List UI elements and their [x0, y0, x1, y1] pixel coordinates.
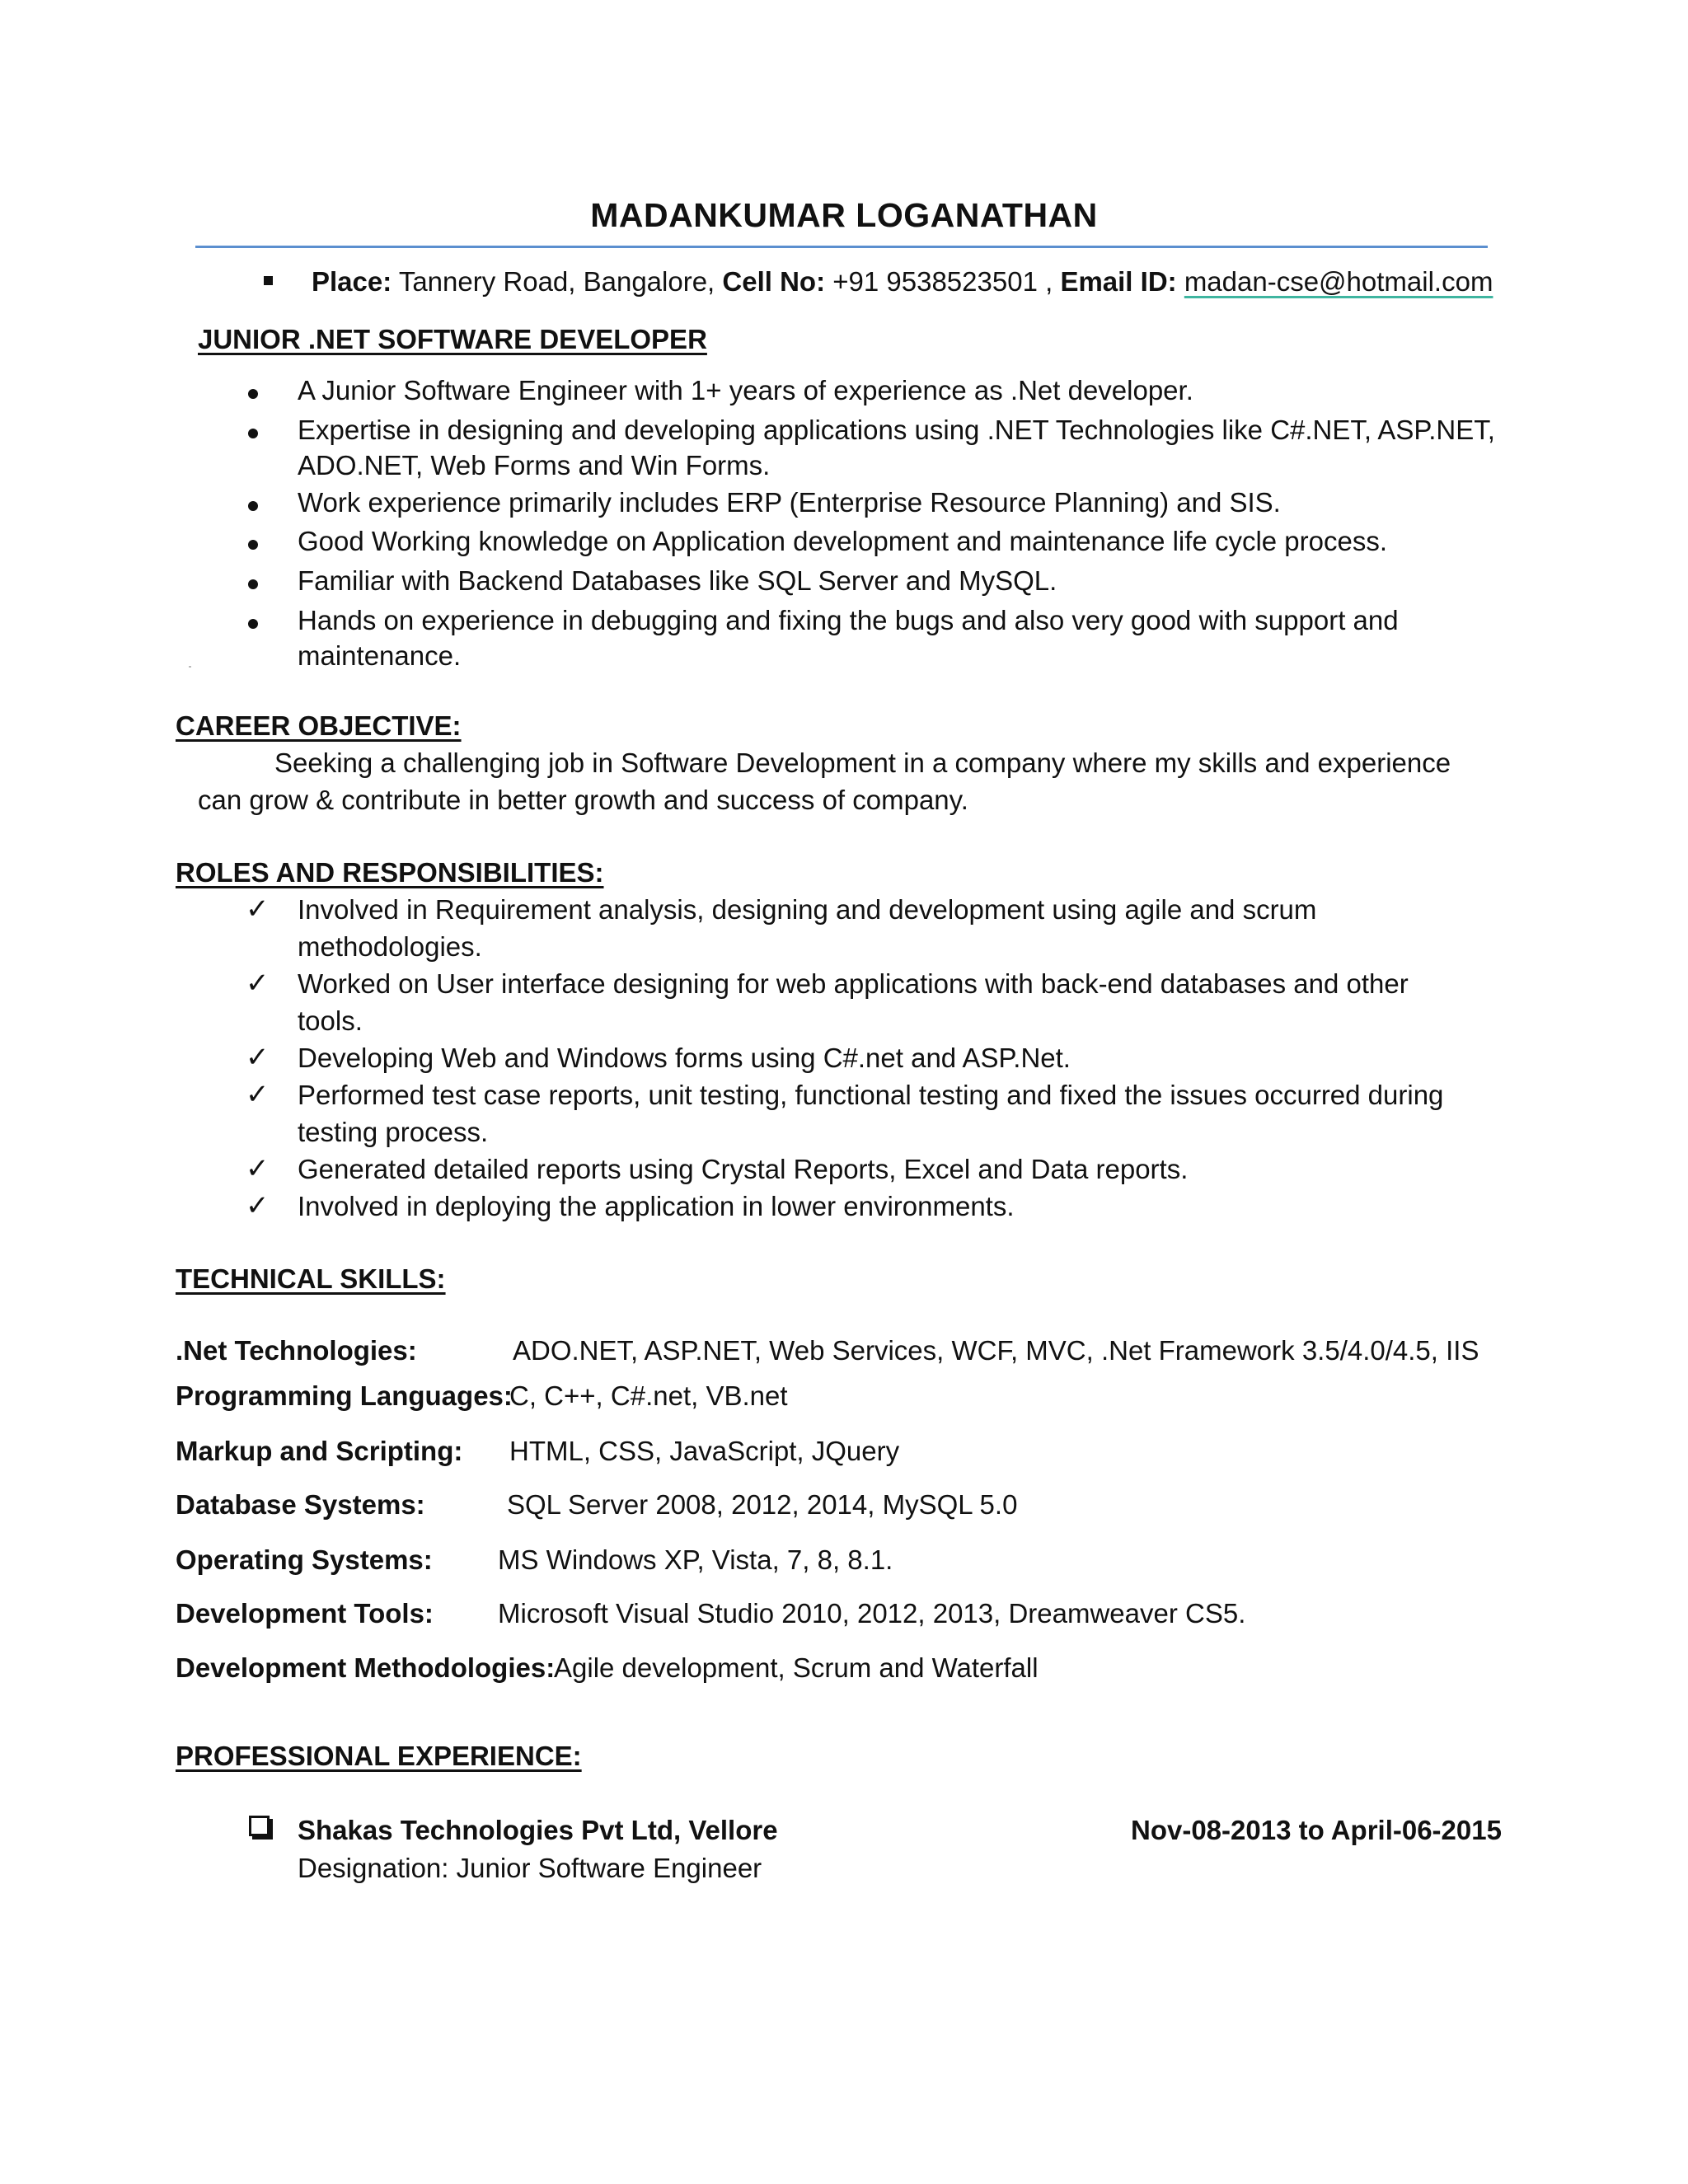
skill-label: Development Tools:: [176, 1598, 434, 1629]
skill-label: Programming Languages:: [176, 1380, 513, 1411]
role-line: testing process.: [298, 1117, 489, 1147]
checkmark-icon: ✓: [246, 1153, 270, 1184]
summary-line: A Junior Software Engineer with 1+ years of experience as .Net developer.: [298, 375, 1193, 405]
skill-label: Development Methodologies:: [176, 1652, 556, 1683]
candidate-name: MADANKUMAR LOGANATHAN: [590, 196, 1098, 234]
summary-line: Expertise in designing and developing applications using .NET Technologies like C#.NET, ASP.NET,: [298, 415, 1495, 445]
roles-heading: ROLES AND RESPONSIBILITIES:: [176, 857, 604, 888]
summary-line: Familiar with Backend Databases like SQL Server and MySQL.: [298, 565, 1057, 596]
skill-label: Database Systems:: [176, 1489, 425, 1520]
skill-value: Microsoft Visual Studio 2010, 2012, 2013, Dreamweaver CS5.: [498, 1598, 1246, 1629]
checkmark-icon: ✓: [246, 1190, 270, 1221]
role-line: Performed test case reports, unit testing, functional testing and fixed the issues occurred during: [298, 1080, 1444, 1110]
checkmark-icon: ✓: [246, 1042, 270, 1073]
header-divider: [195, 246, 1488, 248]
experience-heading: PROFESSIONAL EXPERIENCE:: [176, 1741, 582, 1771]
bullet-dot-icon: [248, 579, 258, 589]
skill-value: MS Windows XP, Vista, 7, 8, 8.1.: [498, 1544, 893, 1575]
career-objective-line-1: Seeking a challenging job in Software Development in a company where my skills and experience: [274, 748, 1451, 778]
place-value: Tannery Road, Bangalore,: [398, 266, 715, 297]
career-objective-line-2: can grow & contribute in better growth and success of company.: [198, 785, 968, 815]
designation: Designation: Junior Software Engineer: [298, 1853, 762, 1883]
role-line: Involved in Requirement analysis, designing and development using agile and scrum: [298, 894, 1317, 925]
stray-mark: [189, 666, 191, 668]
checkbox-bullet-icon: [249, 1816, 270, 1836]
bullet-dot-icon: [248, 540, 258, 550]
cell-label: Cell No:: [722, 266, 826, 297]
skill-label: Operating Systems:: [176, 1544, 433, 1575]
skill-value: C, C++, C#.net, VB.net: [509, 1380, 788, 1411]
checkmark-icon: ✓: [246, 1079, 270, 1110]
bullet-dot-icon: [248, 389, 258, 399]
summary-heading: JUNIOR .NET SOFTWARE DEVELOPER: [198, 324, 707, 354]
summary-line: Good Working knowledge on Application development and maintenance life cycle process.: [298, 526, 1388, 556]
checkmark-icon: ✓: [246, 893, 270, 925]
place-label: Place:: [312, 266, 392, 297]
company-name: Shakas Technologies Pvt Ltd, Vellore: [298, 1815, 778, 1845]
role-line: tools.: [298, 1005, 363, 1036]
career-objective-heading: CAREER OBJECTIVE:: [176, 710, 462, 741]
email-link[interactable]: madan-cse@hotmail.com: [1184, 266, 1493, 297]
role-line: Involved in deploying the application in lower environments.: [298, 1191, 1015, 1221]
role-line: Generated detailed reports using Crystal Reports, Excel and Data reports.: [298, 1154, 1189, 1184]
contact-line: [312, 266, 1493, 298]
role-line: Developing Web and Windows forms using C#.net and ASP.Net.: [298, 1043, 1071, 1073]
summary-line: maintenance.: [298, 640, 462, 671]
summary-line: ADO.NET, Web Forms and Win Forms.: [298, 450, 771, 480]
employment-dates: Nov-08-2013 to April-06-2015: [1131, 1815, 1502, 1845]
skill-value: HTML, CSS, JavaScript, JQuery: [509, 1436, 900, 1466]
skill-value: Agile development, Scrum and Waterfall: [554, 1652, 1039, 1683]
skill-label: Markup and Scripting:: [176, 1436, 463, 1466]
bullet-dot-icon: [248, 619, 258, 629]
bullet-dot-icon: [248, 429, 258, 438]
summary-line: Work experience primarily includes ERP (Enterprise Resource Planning) and SIS.: [298, 487, 1281, 518]
skill-label: .Net Technologies:: [176, 1335, 417, 1366]
email-label: Email ID:: [1060, 266, 1177, 297]
skill-value: ADO.NET, ASP.NET, Web Services, WCF, MVC, .Net Framework 3.5/4.0/4.5, IIS: [513, 1335, 1479, 1366]
skill-value: SQL Server 2008, 2012, 2014, MySQL 5.0: [507, 1489, 1018, 1520]
cell-value: +91 9538523501 ,: [832, 266, 1053, 297]
summary-line: Hands on experience in debugging and fixing the bugs and also very good with support and: [298, 605, 1399, 635]
bullet-dot-icon: [248, 501, 258, 511]
checkmark-icon: ✓: [246, 968, 270, 999]
skills-heading: TECHNICAL SKILLS:: [176, 1263, 446, 1294]
square-bullet-icon: [264, 276, 273, 285]
role-line: methodologies.: [298, 931, 482, 962]
role-line: Worked on User interface designing for web applications with back-end databases and other: [298, 968, 1409, 999]
